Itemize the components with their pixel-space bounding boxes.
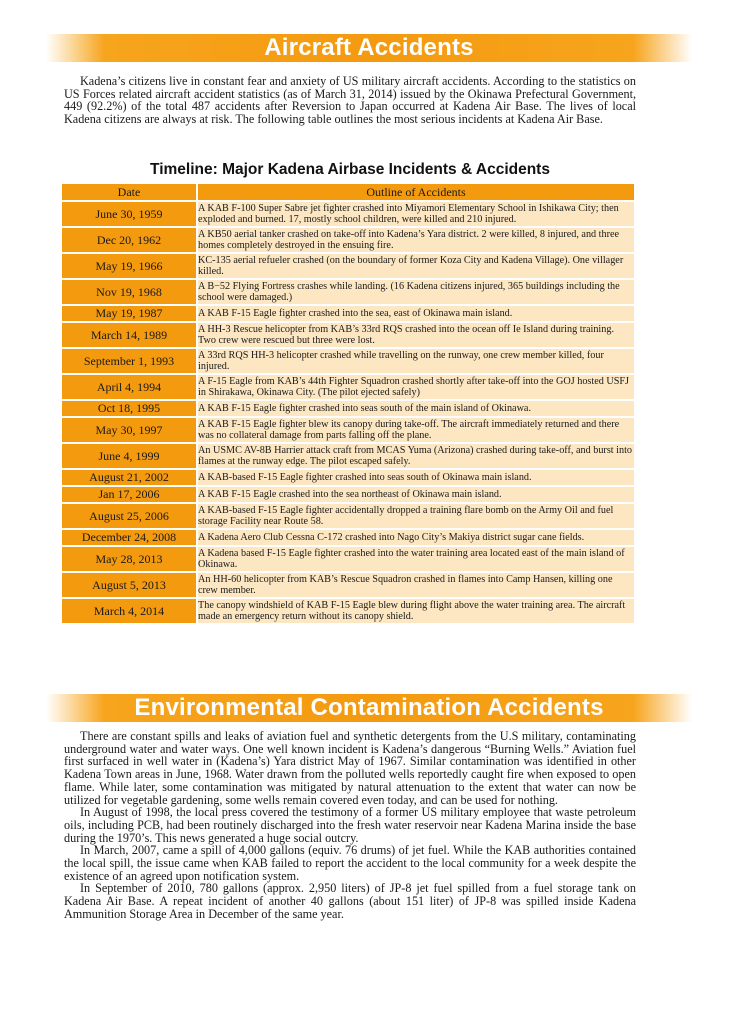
- incident-outline: A HH-3 Rescue helicopter from KAB’s 33rd RQS crashed into the ocean off Ie Island during training. Two crew were rescued but three were lost.: [198, 323, 634, 347]
- table-row: [62, 280, 634, 304]
- aircraft-accidents-heading: Aircraft Accidents: [264, 34, 474, 61]
- table-row: [62, 504, 634, 528]
- table-row: [62, 306, 634, 321]
- incident-date: March 4, 2014: [62, 599, 198, 623]
- incident-date: September 1, 1993: [62, 349, 198, 373]
- incident-outline: A KB50 aerial tanker crashed on take-off into Kadena’s Yara district. 2 were killed, 8 injured, and three homes completely destroyed in the ensuing fire.: [198, 228, 634, 252]
- outline-column-header: Outline of Accidents: [198, 184, 634, 200]
- aircraft-intro-paragraph: Kadena’s citizens live in constant fear and anxiety of US military aircraft accidents. According to the statistics on US Forces related aircraft accident statistics (as of March 31, 2014) issued by the Okinawa Prefectural Government, 449 (92.2%) of the total 487 accidents after Reversion to Japan occurred at Kadena Air Base. The lives of local Kadena citizens are always at risk. The following table outlines the most serious incidents at Kadena Air Base.: [64, 74, 636, 127]
- timeline-title: Timeline: Major Kadena Airbase Incidents & Accidents: [150, 161, 550, 178]
- incident-outline: The canopy windshield of KAB F-15 Eagle blew during flight above the water training area. The aircraft made an emergency return without its canopy shield.: [198, 599, 634, 623]
- environmental-paragraph: There are constant spills and leaks of aviation fuel and synthetic detergents from the U.S military, contaminating underground water and water ways. One well known incident is Kadena’s dangerous “Burning Wells.” Aviation fuel first surfaced in well water in (Kadena’s) Yara district May of 1967. Similar contamination was identified in other Kadena Town areas in June, 1968. Water drawn from the polluted wells reportedly caught fire when exposed to open flame. While later, some contamination was mitigated by natural attenuation to the extent that water can now be utilized for vegetable gardening, some wells remain covered even today, and can be used for nothing.: [64, 729, 636, 807]
- incident-outline: A F-15 Eagle from KAB’s 44th Fighter Squadron crashed shortly after take-off into the GOJ hosted USFJ in Shirakawa, Okinawa City. (The pilot ejected safely): [198, 375, 634, 399]
- incident-outline: A KAB F-15 Eagle crashed into the sea northeast of Okinawa main island.: [198, 487, 634, 502]
- aircraft-accidents-banner: [46, 34, 692, 62]
- incident-date: December 24, 2008: [62, 530, 198, 545]
- table-row: [62, 418, 634, 442]
- incident-date: May 19, 1966: [62, 254, 198, 278]
- incident-date: Nov 19, 1968: [62, 280, 198, 304]
- table-row: [62, 349, 634, 373]
- environmental-accidents-banner: [46, 694, 692, 722]
- incident-date: August 5, 2013: [62, 573, 198, 597]
- date-column-header: Date: [62, 184, 198, 200]
- incident-date: Dec 20, 1962: [62, 228, 198, 252]
- incident-date: August 25, 2006: [62, 504, 198, 528]
- incident-outline: A KAB F-15 Eagle fighter blew its canopy during take-off. The aircraft immediately returned and there was no collateral damage from parts falling off the plane.: [198, 418, 634, 442]
- environmental-body: [64, 730, 636, 921]
- table-row: [62, 323, 634, 347]
- environmental-accidents-heading: Environmental Contamination Accidents: [134, 694, 604, 721]
- table-row: [62, 547, 634, 571]
- incident-date: August 21, 2002: [62, 470, 198, 485]
- incident-outline: A 33rd RQS HH-3 helicopter crashed while travelling on the runway, one crew member killed, four injured.: [198, 349, 634, 373]
- incident-outline: An HH-60 helicopter from KAB’s Rescue Squadron crashed in flames into Camp Hansen, killing one crew member.: [198, 573, 634, 597]
- incident-outline: An USMC AV-8B Harrier attack craft from MCAS Yuma (Arizona) crashed during take-off, and burst into flames at the runway edge. The pilot escaped safely.: [198, 444, 633, 467]
- table-row: [62, 401, 634, 416]
- table-row: [62, 599, 634, 623]
- incident-outline: A Kadena based F-15 Eagle fighter crashed into the water training area located east of the main island of Okinawa.: [198, 547, 634, 571]
- incident-date: March 14, 1989: [62, 323, 198, 347]
- incident-outline: A KAB F-15 Eagle fighter crashed into seas south of the main island of Okinawa.: [198, 401, 634, 416]
- incident-outline: A KAB-based F-15 Eagle fighter accidentally dropped a training flare bomb on the Army Oil and fuel storage Facility near Route 58.: [198, 504, 634, 528]
- incident-outline: A KAB F-100 Super Sabre jet fighter crashed into Miyamori Elementary School in Ishikawa City; then exploded and burned. 17, mostly school children, were killed and 210 injured.: [198, 202, 634, 226]
- incident-date: June 4, 1999: [62, 444, 198, 468]
- incident-outline: A KAB F-15 Eagle fighter crashed into the sea, east of Okinawa main island.: [198, 306, 634, 321]
- incident-date: May 30, 1997: [62, 418, 198, 442]
- table-row: [62, 375, 634, 399]
- incident-date: June 30, 1959: [62, 202, 198, 226]
- incident-date: Jan 17, 2006: [62, 487, 198, 502]
- environmental-paragraph: In September of 2010, 780 gallons (approx. 2,950 liters) of JP-8 jet fuel spilled from a fuel storage tank on Kadena Air Base. A repeat incident of another 40 gallons (about 151 liter) of JP-8 was spilled inside Kadena Ammunition Storage Area in December of the same year.: [64, 881, 636, 921]
- timeline-header-row: [62, 184, 634, 200]
- environmental-paragraph: In March, 2007, came a spill of 4,000 gallons (equiv. 76 drums) of jet fuel. While the KAB authorities contained the local spill, the issue came when KAB failed to report the accident to the local community for a week despite the existence of an agreed upon notification system.: [64, 843, 636, 883]
- incident-outline: KC-135 aerial refueler crashed (on the boundary of former Koza City and Kadena Village). One villager killed.: [198, 254, 634, 278]
- environmental-paragraph: In August of 1998, the local press covered the testimony of a former US military employee that waste petroleum oils, including PCB, had been routinely discharged into the fresh water reservoir near Kadena Marina inside the base during the 1970’s. This news generated a huge social outcry.: [64, 805, 636, 845]
- incident-outline: A Kadena Aero Club Cessna C-172 crashed into Nago City’s Makiya district sugar cane fields.: [198, 530, 634, 545]
- table-row: [62, 202, 634, 226]
- incident-date: Oct 18, 1995: [62, 401, 198, 416]
- table-row: [62, 228, 634, 252]
- timeline-table: [62, 182, 634, 625]
- table-row: [62, 470, 634, 485]
- incident-outline: A KAB-based F-15 Eagle fighter crashed into seas south of Okinawa main island.: [198, 470, 634, 485]
- table-row: [62, 530, 634, 545]
- incident-date: April 4, 1994: [62, 375, 198, 399]
- aircraft-intro: [64, 75, 636, 126]
- table-row: [62, 444, 634, 468]
- table-row: [62, 487, 634, 502]
- table-row: [62, 573, 634, 597]
- incident-outline: A B−52 Flying Fortress crashes while landing. (16 Kadena citizens injured, 365 buildings including the school were damaged.): [198, 280, 634, 304]
- table-row: [62, 254, 634, 278]
- incident-date: May 19, 1987: [62, 306, 198, 321]
- incident-date: May 28, 2013: [62, 547, 198, 571]
